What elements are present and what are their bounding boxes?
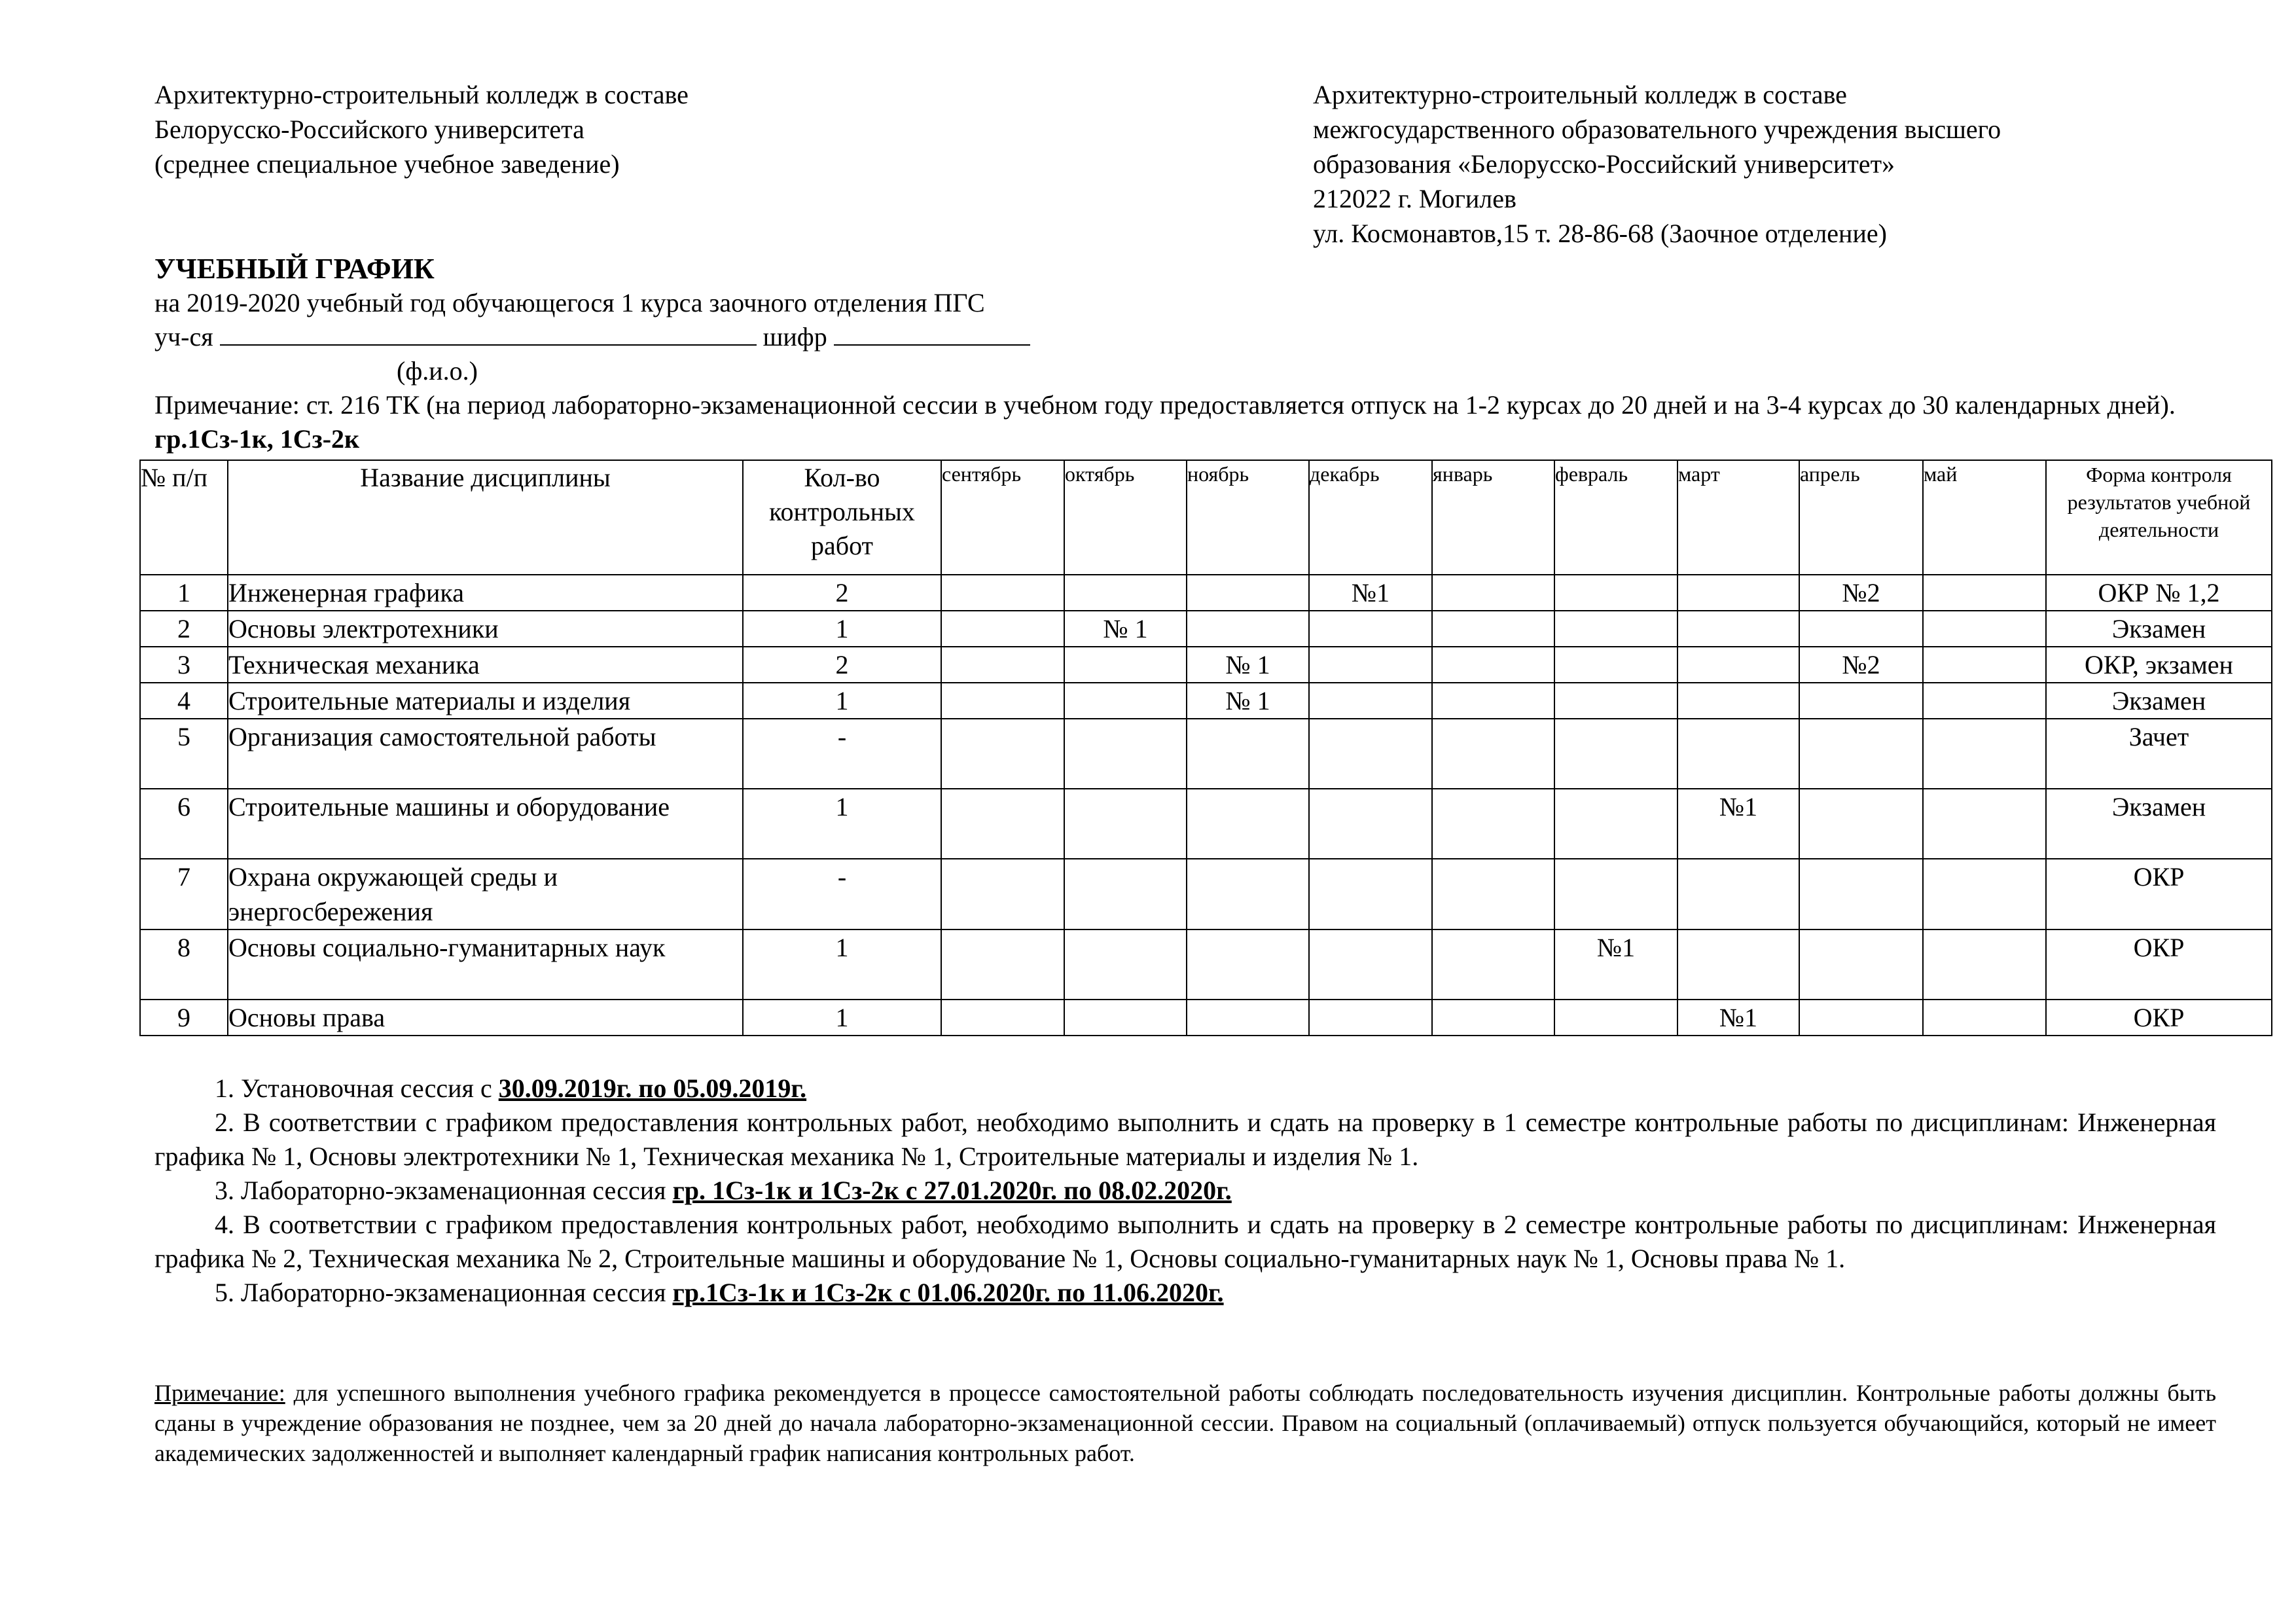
month-cell <box>1554 683 1677 719</box>
work-count-cell: 1 <box>743 929 941 1000</box>
month-cell <box>1923 1000 2046 1036</box>
discipline-name-cell: Строительные машины и оборудование <box>228 789 743 859</box>
month-cell <box>1923 789 2046 859</box>
note-bottom-text: для успешного выполнения учебного графика рекомендуется в процессе самостоятельной работы соблюдать последовательность изучения дисциплин. Контрольные работы должны быть сданы в учреждение образования не позднее, чем за 20 дней до начала лабораторно-экзаменационной сессии. Правом на социальный (оплачиваемый) отпуск пользуется обучающийся, который не имеет академических задолженностей и выполняет календарный график написания контрольных работ. <box>154 1380 2216 1466</box>
control-form-cell: ОКР № 1,2 <box>2046 575 2272 611</box>
month-cell <box>1677 859 1799 929</box>
list-item-text: 2. В соответствии с графиком предоставления контрольных работ, необходимо выполнить и сдать на проверку в 1 семестре контрольные работы по дисциплинам: Инженерная графика № 1, Основы электротехники № 1, Техническая механика № 1, Строительные материалы и изделия № 1. <box>154 1108 2216 1171</box>
col-month-header: март <box>1677 460 1799 575</box>
month-cell <box>1799 611 1923 647</box>
month-cell <box>1309 683 1432 719</box>
month-cell: № 1 <box>1064 611 1187 647</box>
col-number-header: № п/п <box>140 460 228 575</box>
month-cell <box>1064 1000 1187 1036</box>
month-cell <box>941 719 1064 789</box>
month-cell <box>1677 611 1799 647</box>
month-cell: № 1 <box>1187 647 1309 683</box>
list-item <box>154 1174 2216 1208</box>
month-cell <box>1432 683 1554 719</box>
header-left-line: Белорусско-Российского университета <box>154 115 584 144</box>
header-left-line: (среднее специальное учебное заведение) <box>154 149 620 179</box>
month-cell: №2 <box>1799 647 1923 683</box>
month-cell <box>1187 929 1309 1000</box>
month-cell <box>1187 611 1309 647</box>
month-cell <box>1432 575 1554 611</box>
table-row <box>140 789 2272 859</box>
group-codes: гр.1Сз-1к, 1Сз-2к <box>154 424 360 454</box>
header-right-line: Архитектурно-строительный колледж в составе <box>1313 80 1847 109</box>
header-left <box>154 77 689 181</box>
row-number-cell: 4 <box>140 683 228 719</box>
table-row <box>140 929 2272 1000</box>
month-cell <box>1432 611 1554 647</box>
month-cell <box>1677 575 1799 611</box>
month-cell <box>1554 719 1677 789</box>
month-cell <box>1677 647 1799 683</box>
work-count-cell: 1 <box>743 789 941 859</box>
session-list <box>154 1072 2216 1310</box>
col-month-header: октябрь <box>1064 460 1187 575</box>
month-cell <box>1187 719 1309 789</box>
student-label: уч-ся <box>154 322 213 352</box>
col-month-header: апрель <box>1799 460 1923 575</box>
work-count-cell: 2 <box>743 575 941 611</box>
month-cell <box>1554 1000 1677 1036</box>
row-number-cell: 6 <box>140 789 228 859</box>
month-cell <box>941 611 1064 647</box>
month-cell <box>1799 683 1923 719</box>
list-item <box>154 1106 2216 1174</box>
table-row <box>140 859 2272 929</box>
month-cell <box>1064 719 1187 789</box>
month-cell <box>1923 647 2046 683</box>
col-name-header: Название дисциплины <box>228 460 743 575</box>
note-top-text: Примечание: ст. 216 ТК (на период лабораторно-экзаменационной сессии в учебном году предоставляется отпуск на 1-2 курсах до 20 дней и на 3-4 курсах до 30 календарных дней). <box>154 390 2176 420</box>
table-header-row <box>140 460 2272 575</box>
col-month-header: сентябрь <box>941 460 1064 575</box>
student-line <box>154 320 2216 354</box>
col-month-header: январь <box>1432 460 1554 575</box>
row-number-cell: 3 <box>140 647 228 683</box>
discipline-name-cell: Организация самостоятельной работы <box>228 719 743 789</box>
month-cell <box>1923 683 2046 719</box>
discipline-name-cell: Строительные материалы и изделия <box>228 683 743 719</box>
row-number-cell: 5 <box>140 719 228 789</box>
month-cell <box>1187 789 1309 859</box>
control-form-cell: ОКР <box>2046 859 2272 929</box>
month-cell <box>1064 789 1187 859</box>
month-cell <box>1309 719 1432 789</box>
month-cell: №1 <box>1677 789 1799 859</box>
page-title: УЧЕБНЫЙ ГРАФИК <box>154 253 435 285</box>
month-cell <box>1923 611 2046 647</box>
list-item <box>154 1208 2216 1276</box>
list-item-dates: гр.1Сз-1к и 1Сз-2к с 01.06.2020г. по 11.06.2020г. <box>672 1278 1224 1307</box>
discipline-name-cell: Основы электротехники <box>228 611 743 647</box>
discipline-name-cell: Охрана окружающей среды и энергосбережения <box>228 859 743 929</box>
work-count-cell: 1 <box>743 611 941 647</box>
month-cell <box>1309 647 1432 683</box>
row-number-cell: 9 <box>140 1000 228 1036</box>
note-bottom <box>154 1378 2216 1468</box>
month-cell <box>1923 719 2046 789</box>
control-form-cell: ОКР <box>2046 1000 2272 1036</box>
control-form-cell: ОКР <box>2046 929 2272 1000</box>
month-cell <box>1923 575 2046 611</box>
discipline-name-cell: Основы права <box>228 1000 743 1036</box>
header-right <box>1313 77 2001 251</box>
month-cell <box>1064 859 1187 929</box>
month-cell <box>1064 929 1187 1000</box>
month-cell <box>1064 683 1187 719</box>
header-right-line: 212022 г. Могилев <box>1313 184 1516 213</box>
month-cell <box>941 789 1064 859</box>
month-cell: №1 <box>1677 1000 1799 1036</box>
month-cell <box>1554 575 1677 611</box>
month-cell <box>1187 859 1309 929</box>
month-cell <box>941 575 1064 611</box>
table-row <box>140 683 2272 719</box>
col-month-header: декабрь <box>1309 460 1432 575</box>
month-cell <box>1432 859 1554 929</box>
subtitle: на 2019-2020 учебный год обучающегося 1 курса заочного отделения ПГС <box>154 288 985 317</box>
col-month-header: ноябрь <box>1187 460 1309 575</box>
row-number-cell: 8 <box>140 929 228 1000</box>
month-cell <box>1309 929 1432 1000</box>
month-cell <box>1064 647 1187 683</box>
control-form-cell: Экзамен <box>2046 683 2272 719</box>
month-cell <box>1923 929 2046 1000</box>
student-name-field[interactable] <box>220 322 757 346</box>
month-cell <box>1309 789 1432 859</box>
row-number-cell: 1 <box>140 575 228 611</box>
month-cell <box>1677 719 1799 789</box>
list-item-text: 4. В соответствии с графиком предоставления контрольных работ, необходимо выполнить и сдать на проверку в 2 семестре контрольные работы по дисциплинам: Инженерная графика № 2, Техническая механика № 2, Строительные машины и оборудование № 1, Основы социально-гуманитарных наук № 1, Основы права № 1. <box>154 1210 2216 1273</box>
header-right-line: ул. Космонавтов,15 т. 28-86-68 (Заочное отделение) <box>1313 219 1887 248</box>
row-number-cell: 7 <box>140 859 228 929</box>
month-cell <box>941 647 1064 683</box>
list-item <box>154 1276 2216 1310</box>
month-cell <box>1187 575 1309 611</box>
month-cell <box>1799 859 1923 929</box>
list-item-dates: 30.09.2019г. по 05.09.2019г. <box>498 1074 807 1103</box>
month-cell <box>1799 789 1923 859</box>
col-month-header: февраль <box>1554 460 1677 575</box>
header-right-line: образования «Белорусско-Российский университет» <box>1313 149 1895 179</box>
table-row <box>140 575 2272 611</box>
month-cell <box>1923 859 2046 929</box>
header-left-line: Архитектурно-строительный колледж в составе <box>154 80 689 109</box>
month-cell <box>941 859 1064 929</box>
month-cell <box>1187 1000 1309 1036</box>
table-row <box>140 719 2272 789</box>
month-cell <box>1554 611 1677 647</box>
list-item-text: 1. Установочная сессия с <box>215 1074 499 1103</box>
month-cell: №1 <box>1554 929 1677 1000</box>
month-cell <box>1432 1000 1554 1036</box>
table-row <box>140 647 2272 683</box>
control-form-cell: Экзамен <box>2046 789 2272 859</box>
schedule-table <box>139 460 2272 1036</box>
month-cell <box>1554 789 1677 859</box>
month-cell <box>1799 719 1923 789</box>
work-count-cell: 2 <box>743 647 941 683</box>
note-bottom-label: Примечание: <box>154 1380 285 1406</box>
month-cell <box>1309 611 1432 647</box>
title-block <box>154 252 2216 456</box>
discipline-name-cell: Основы социально-гуманитарных наук <box>228 929 743 1000</box>
col-month-header: май <box>1923 460 2046 575</box>
control-form-cell: Зачет <box>2046 719 2272 789</box>
work-count-cell: 1 <box>743 683 941 719</box>
control-form-cell: ОКР, экзамен <box>2046 647 2272 683</box>
col-count-header: Кол-во контрольных работ <box>743 460 941 575</box>
control-form-cell: Экзамен <box>2046 611 2272 647</box>
month-cell <box>941 683 1064 719</box>
table-body <box>140 575 2272 1036</box>
work-count-cell: 1 <box>743 1000 941 1036</box>
work-count-cell: - <box>743 859 941 929</box>
month-cell: №1 <box>1309 575 1432 611</box>
month-cell <box>1554 859 1677 929</box>
discipline-name-cell: Инженерная графика <box>228 575 743 611</box>
work-count-cell: - <box>743 719 941 789</box>
cipher-field[interactable] <box>834 322 1030 346</box>
month-cell <box>1799 1000 1923 1036</box>
table-row <box>140 1000 2272 1036</box>
month-cell <box>1554 647 1677 683</box>
cipher-label: шифр <box>762 322 827 352</box>
month-cell: № 1 <box>1187 683 1309 719</box>
month-cell <box>1677 929 1799 1000</box>
col-form-header: Форма контроля результатов учебной деятельности <box>2046 460 2272 575</box>
list-item-text: 5. Лабораторно-экзаменационная сессия <box>215 1278 673 1307</box>
month-cell <box>1432 719 1554 789</box>
month-cell: №2 <box>1799 575 1923 611</box>
note-top <box>154 388 2216 456</box>
header-right-line: межгосударственного образовательного учреждения высшего <box>1313 115 2001 144</box>
list-item-dates: гр. 1Сз-1к и 1Сз-2к с 27.01.2020г. по 08.02.2020г. <box>672 1176 1232 1205</box>
month-cell <box>1432 647 1554 683</box>
month-cell <box>941 929 1064 1000</box>
month-cell <box>1432 789 1554 859</box>
month-cell <box>1432 929 1554 1000</box>
discipline-name-cell: Техническая механика <box>228 647 743 683</box>
month-cell <box>1799 929 1923 1000</box>
month-cell <box>1309 1000 1432 1036</box>
month-cell <box>1677 683 1799 719</box>
table-row <box>140 611 2272 647</box>
row-number-cell: 2 <box>140 611 228 647</box>
month-cell <box>1064 575 1187 611</box>
month-cell <box>941 1000 1064 1036</box>
list-item-text: 3. Лабораторно-экзаменационная сессия <box>215 1176 673 1205</box>
month-cell <box>1309 859 1432 929</box>
list-item <box>154 1072 2216 1106</box>
fio-label: (ф.и.о.) <box>397 356 478 386</box>
